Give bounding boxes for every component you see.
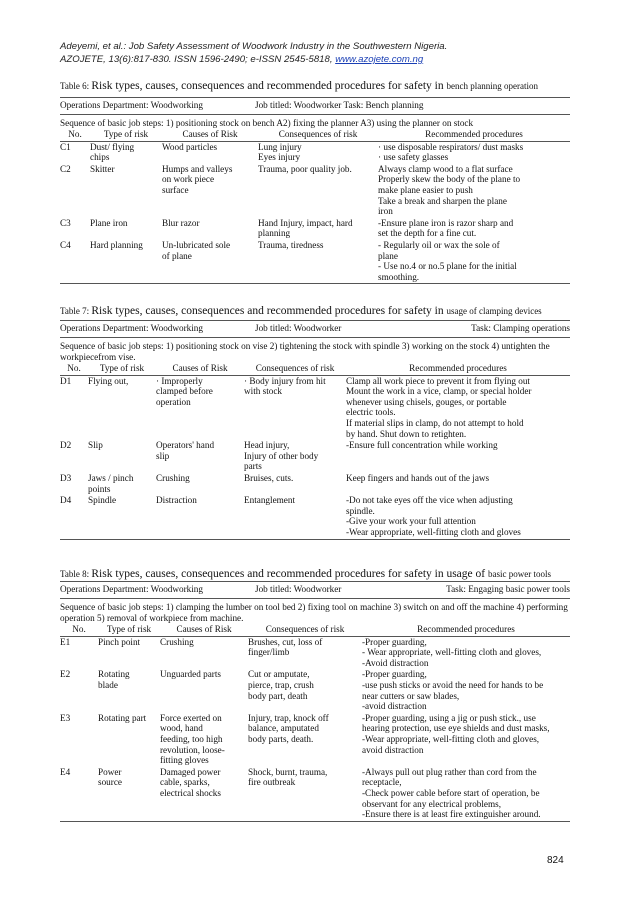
table-cell: Power source — [98, 767, 160, 821]
table-cell: D4 — [60, 495, 88, 539]
table6-department-row — [60, 98, 570, 115]
table8-header-row — [60, 624, 570, 636]
table-cell: C4 — [60, 240, 90, 284]
table-cell: D3 — [60, 472, 72, 483]
table-cell: Unguarded parts — [160, 669, 221, 680]
table-cell: Trauma, tiredness — [258, 240, 378, 284]
table8-job-title: Job titled: Woodworker — [255, 584, 342, 594]
table-row — [60, 713, 570, 767]
table-cell: Slip — [88, 440, 103, 451]
table8-block — [60, 568, 570, 822]
table8-label: Table 8: — [60, 569, 92, 579]
table-row — [60, 141, 570, 164]
table7-header-no: No. — [60, 363, 88, 375]
table-cell: Force exerted on wood, hand feeding, too high revolution, loose- fitting gloves — [160, 712, 225, 766]
table8-department: Operations Department: Woodworking — [60, 584, 203, 594]
table8-department-row — [60, 582, 570, 599]
table6-department: Operations Department: Woodworking — [60, 100, 203, 110]
table-row — [60, 218, 570, 240]
table-row — [60, 164, 570, 218]
table7-task: Task: Clamping operations — [471, 323, 570, 333]
running-header — [60, 40, 590, 66]
table-cell: -Ensure full concentration while working — [346, 440, 498, 451]
table-row — [60, 636, 570, 669]
table6-label: Table 6: — [60, 81, 92, 91]
table-cell: Cut or amputate, pierce, trap, crush body part, death — [248, 669, 314, 701]
table-cell: Keep fingers and hands out of the jaws — [346, 472, 490, 483]
table-cell: Shock, burnt, trauma, fire outbreak — [248, 767, 362, 821]
table6-job-title: Job titled: Woodworker Task: Bench planning — [255, 100, 424, 110]
table-cell: Spindle — [88, 495, 156, 539]
table-cell: Always clamp wood to a flat surface Properly skew the body of the plane to make plane easier to push Take a break and sharpen the plane iron — [378, 163, 521, 217]
table8-header-consequences: Consequences of risk — [248, 624, 362, 636]
table-cell: Brushes, cut, loss of finger/limb — [248, 636, 323, 658]
table-row — [60, 440, 570, 473]
table-cell: Rotating blade — [98, 669, 130, 690]
table-cell: -Always pull out plug rather than cord from the receptacle, -Check power cable before start of operation, be observant for any electrical problems, -Ensure there is at least fire extinguisher around. — [362, 767, 570, 821]
table7-header-procedures: Recommended procedures — [346, 363, 570, 375]
table6 — [60, 129, 570, 284]
table8-header-no: No. — [60, 624, 98, 636]
header-issn: AZOJETE, 13(6):817-830. ISSN 1596-2490; e-ISSN 2545-5818, — [60, 54, 336, 65]
table-cell: E2 — [60, 669, 71, 680]
table7-header-type: Type of risk — [88, 363, 156, 375]
table-cell: Pinch point — [98, 636, 141, 647]
page-number: 824 — [547, 855, 564, 866]
table-cell: Operators' hand slip — [156, 440, 215, 461]
table-cell: Trauma, poor quality job. — [258, 163, 352, 174]
table8-task: Task: Engaging basic power tools — [446, 584, 570, 594]
table6-title: Risk types, causes, consequences and recommended procedures for safety in — [91, 80, 447, 92]
table-cell: E3 — [60, 712, 71, 723]
table-cell: Hand Injury, impact, hard planning — [258, 217, 353, 239]
table7-department-row — [60, 321, 570, 338]
table-cell: -Ensure plane iron is razor sharp and set the depth for a fine cut. — [378, 217, 514, 239]
table6-header-no: No. — [60, 129, 90, 141]
table8-caption — [60, 568, 570, 580]
table-cell: · use disposable respirators/ dust masks · use safety glasses — [378, 141, 524, 163]
table6-block — [60, 80, 570, 284]
table-cell: Blur razor — [162, 217, 200, 228]
table-row — [60, 767, 570, 821]
table8-header-procedures: Recommended procedures — [362, 624, 570, 636]
table-row — [60, 669, 570, 712]
table-row — [60, 495, 570, 539]
table-cell: Skitter — [90, 163, 115, 174]
table-cell: Humps and valleys on work piece surface — [162, 163, 233, 195]
table-cell: -Proper guarding, -use push sticks or avoid the need for hands to be near cutters or saw blades, -avoid distraction — [362, 669, 544, 712]
table8 — [60, 624, 570, 822]
table-cell: Flying out, — [88, 375, 129, 386]
table6-header-consequences: Consequences of risk — [258, 129, 378, 141]
table8-sequence: Sequence of basic job steps: 1) clamping the lumber on tool bed 2) fixing tool on machine 3) switch on and off the machine 4) performing operation 5) removal of workpiece from machine. — [60, 602, 568, 623]
table8-title-tail: basic power tools — [487, 569, 551, 579]
table6-sequence: Sequence of basic job steps: 1) positioning stock on bench A2) fixing the planner A3) using the planner on stock — [60, 118, 474, 128]
table-cell: E4 — [60, 767, 98, 821]
table6-header-procedures: Recommended procedures — [378, 129, 570, 141]
table-cell: D2 — [60, 440, 72, 451]
header-journal-line — [60, 53, 590, 66]
table-row — [60, 240, 570, 284]
journal-website-link[interactable]: www.azojete.com.ng — [335, 54, 424, 65]
table-cell: Wood particles — [162, 141, 218, 152]
table-cell: Clamp all work piece to prevent it from flying out Mount the work in a vice, clamp, or special holder whenever using chisels, gouges, or portable electric tools. If material slips in clamp, do not attempt to hold by hand. Shut down to retighten. — [346, 375, 532, 439]
table7-header-causes: Causes of Risk — [156, 363, 244, 375]
table-cell: - Regularly oil or wax the sole of plane - Use no.4 or no.5 plane for the initial smoothing. — [378, 240, 570, 284]
table7-header-consequences: Consequences of risk — [244, 363, 346, 375]
table-cell: Injury, trap, knock off balance, amputated body parts, death. — [248, 712, 329, 744]
table-cell: Plane iron — [90, 217, 128, 228]
table7-title-tail: usage of clamping devices — [446, 306, 542, 316]
table8-header-type: Type of risk — [98, 624, 160, 636]
table-cell: Rotating part — [98, 712, 147, 723]
table6-header-type: Type of risk — [90, 129, 162, 141]
table-cell: Distraction — [156, 495, 244, 539]
table7-header-row — [60, 363, 570, 375]
table-cell: Entanglement — [244, 495, 346, 539]
table7-label: Table 7: — [60, 306, 92, 316]
table-cell: Crushing — [156, 472, 190, 483]
table-cell: -Do not take eyes off the vice when adjusting spindle. -Give your work your full attention -Wear appropriate, well-fitting cloth and gloves — [346, 495, 570, 539]
table-cell: C2 — [60, 163, 71, 174]
table-cell: C3 — [60, 217, 71, 228]
table7-block — [60, 305, 570, 540]
table6-caption — [60, 80, 570, 92]
table-cell: Head injury, Injury of other body parts — [244, 440, 319, 472]
table7-department: Operations Department: Woodworking — [60, 323, 203, 333]
table8-header-causes: Causes of Risk — [160, 624, 248, 636]
table-row — [60, 473, 570, 495]
table-cell: · Body injury from hit with stock — [244, 375, 326, 397]
table-cell: Dust/ flying chips — [90, 141, 135, 163]
table-cell: Un-lubricated sole of plane — [162, 240, 258, 284]
table-cell: Damaged power cable, sparks, electrical shocks — [160, 767, 248, 821]
table7-title: Risk types, causes, consequences and recommended procedures for safety in — [91, 305, 447, 317]
table-cell: Crushing — [160, 636, 194, 647]
table7-caption — [60, 305, 570, 317]
table7 — [60, 363, 570, 540]
table-cell: Jaws / pinch points — [88, 472, 134, 494]
table6-header-causes: Causes of Risk — [162, 129, 258, 141]
table-cell: E1 — [60, 636, 71, 647]
table-cell: · Improperly clamped before operation — [156, 375, 213, 407]
table7-sequence: Sequence of basic job steps: 1) positioning stock on vise 2) tightening the stock with spindle 3) working on the stock 4) untighten the workpiecefrom vise. — [60, 341, 550, 362]
header-citation-line: Adeyemi, et al.: Job Safety Assessment of Woodwork Industry in the Southwestern Nigeria. — [60, 41, 448, 52]
table-cell: C1 — [60, 141, 71, 152]
table-row — [60, 375, 570, 440]
table-cell: Lung injury Eyes injury — [258, 141, 302, 163]
table-cell: -Proper guarding, - Wear appropriate, well-fitting cloth and gloves, -Avoid distraction — [362, 636, 542, 668]
table6-header-row — [60, 129, 570, 141]
table-cell: -Proper guarding, using a jig or push stick., use hearing protection, use eye shields and dust masks, -Wear appropriate, well-fitting cloth and gloves, avoid distraction — [362, 712, 550, 755]
table8-title: Risk types, causes, consequences and recommended procedures for safety in usage of — [91, 568, 488, 580]
table-cell: Bruises, cuts. — [244, 472, 294, 483]
table-cell: D1 — [60, 375, 72, 386]
table7-job-title: Job titled: Woodworker — [255, 323, 342, 333]
table6-title-tail: bench planning operation — [446, 81, 538, 91]
table-cell: Hard planning — [90, 240, 162, 284]
